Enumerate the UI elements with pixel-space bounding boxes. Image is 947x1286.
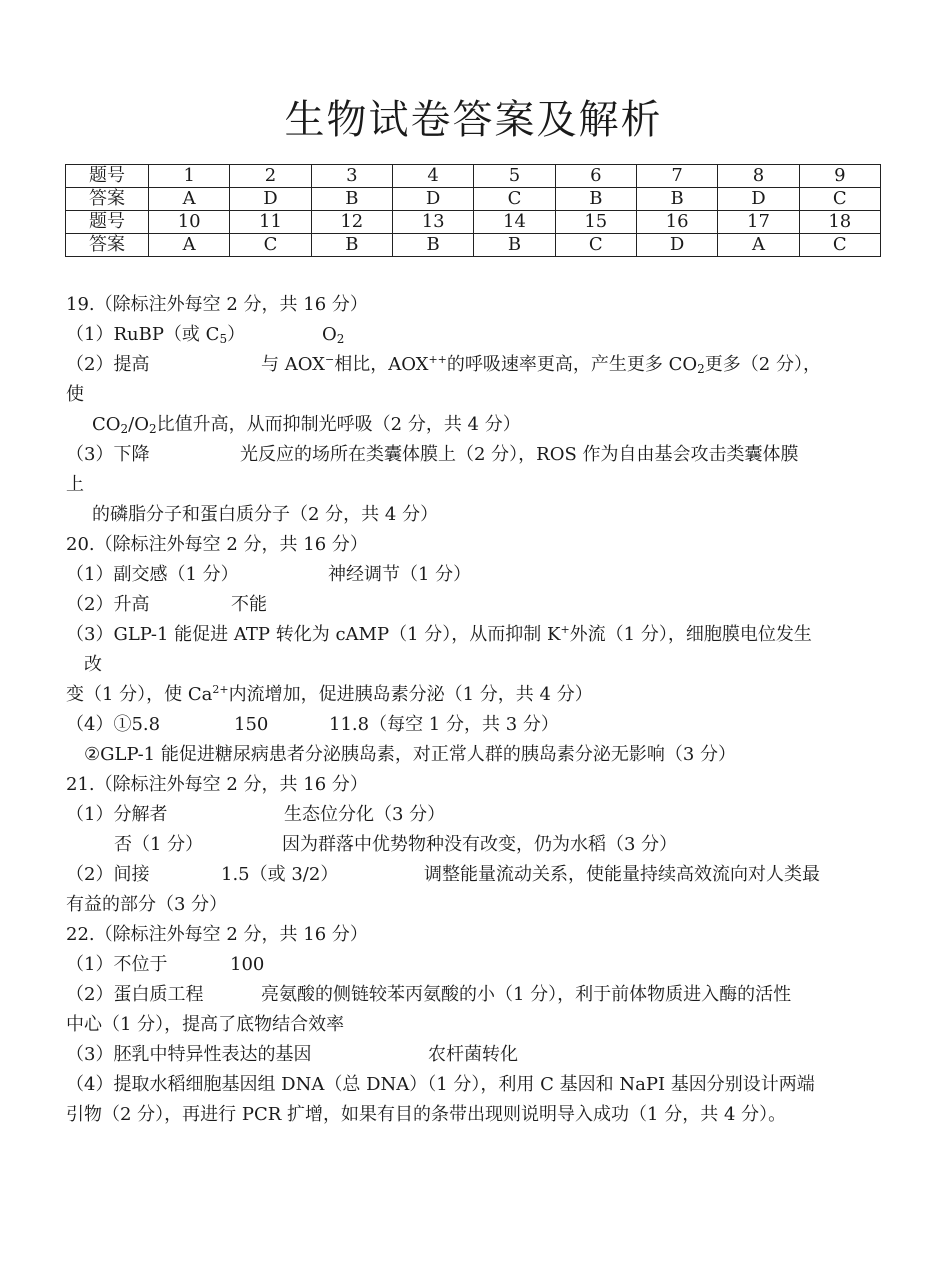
q21-header-line bbox=[66, 770, 886, 800]
q19-part2-wrap-line bbox=[66, 380, 886, 410]
q19-part2-continuation: $CO_2/O_2$比值升高，从而抑制光呼吸（2 分，共 4 分） bbox=[92, 414, 521, 436]
q19-part1-answer-a: （1）RuBP（或 $C_5$） bbox=[66, 324, 246, 346]
q21-part1-answer-c: 否（1 分） bbox=[114, 834, 204, 855]
q19-part2-answer-b: 与 AOX−相比，AOX++的呼吸速率更高，产生更多 $CO_2$更多（2 分）， bbox=[261, 353, 821, 376]
q22-header: 22.（除标注外每空 2 分，共 16 分） bbox=[66, 924, 368, 945]
table-cell: 9 bbox=[799, 165, 880, 188]
table-cell: 6 bbox=[555, 165, 636, 188]
q21-part1-line bbox=[66, 800, 886, 830]
q21-part2-continuation: 有益的部分（3 分） bbox=[66, 894, 228, 915]
q20-part2-answer-b: 不能 bbox=[231, 594, 267, 615]
q20-part4-answer-d: ②GLP-1 能促进糖尿病患者分泌胰岛素，对正常人群的胰岛素分泌无影响（3 分） bbox=[84, 744, 737, 765]
q20-part3-wrap-line bbox=[66, 650, 886, 680]
table-cell: B bbox=[636, 188, 717, 211]
table-cell: B bbox=[392, 234, 473, 257]
answer-table bbox=[65, 164, 881, 257]
q22-part3-answer-a: （3）胚乳中特异性表达的基因 bbox=[66, 1044, 312, 1065]
table-cell: 17 bbox=[718, 211, 799, 234]
q22-part2-cont-line bbox=[66, 1010, 886, 1040]
q20-part4-answer-b: 150 bbox=[234, 714, 269, 735]
table-cell: 5 bbox=[474, 165, 555, 188]
table-cell: 8 bbox=[718, 165, 799, 188]
table-cell: 12 bbox=[311, 211, 392, 234]
q22-part1-answer-b: 100 bbox=[230, 954, 265, 975]
q19-part2-wrap: 使 bbox=[66, 384, 84, 405]
q20-part3-answer: （3）GLP-1 能促进 ATP 转化为 cAMP（1 分），从而抑制 K+外流（1 分），细胞膜电位发生 bbox=[66, 623, 812, 645]
q21-part2-line bbox=[66, 860, 886, 890]
q21-header: 21.（除标注外每空 2 分，共 16 分） bbox=[66, 774, 368, 795]
table-row bbox=[66, 188, 881, 211]
q19-part3-line bbox=[66, 440, 886, 470]
q20-part4-line bbox=[66, 710, 886, 740]
table-row-header: 题号 bbox=[66, 165, 149, 188]
q19-part2-line bbox=[66, 350, 886, 380]
table-row bbox=[66, 165, 881, 188]
answer-explanations bbox=[66, 290, 886, 1130]
table-cell: 1 bbox=[149, 165, 230, 188]
table-row bbox=[66, 234, 881, 257]
q21-part2-answer-a: （2）间接 bbox=[66, 864, 150, 885]
table-cell: 4 bbox=[392, 165, 473, 188]
q21-part1-answer-a: （1）分解者 bbox=[66, 804, 168, 825]
table-cell: B bbox=[474, 234, 555, 257]
q22-part2-line bbox=[66, 980, 886, 1010]
q19-part3-cont-line bbox=[66, 500, 886, 530]
table-row bbox=[66, 211, 881, 234]
q22-part4-answer: （4）提取水稻细胞基因组 DNA（总 DNA）（1 分），利用 C 基因和 NaPI 基因分别设计两端 bbox=[66, 1074, 815, 1095]
q22-part2-continuation: 中心（1 分），提高了底物结合效率 bbox=[66, 1014, 345, 1035]
q22-part4-cont-line bbox=[66, 1100, 886, 1130]
q20-header-line bbox=[66, 530, 886, 560]
q21-part2-cont-line bbox=[66, 890, 886, 920]
q19-part3-answer-b: 光反应的场所在类囊体膜上（2 分），ROS 作为自由基会攻击类囊体膜 bbox=[240, 444, 799, 465]
table-row-header: 题号 bbox=[66, 211, 149, 234]
table-cell: B bbox=[555, 188, 636, 211]
q19-part1-line bbox=[66, 320, 886, 350]
q20-part4-answer-c: 11.8（每空 1 分，共 3 分） bbox=[329, 714, 559, 735]
q22-part2-answer-a: （2）蛋白质工程 bbox=[66, 984, 204, 1005]
q21-part2-answer-c: 调整能量流动关系，使能量持续高效流向对人类最 bbox=[424, 864, 820, 885]
q19-part2-cont-line bbox=[66, 410, 886, 440]
table-cell: A bbox=[149, 234, 230, 257]
table-cell: 3 bbox=[311, 165, 392, 188]
q19-part3-wrap-line bbox=[66, 470, 886, 500]
q22-part3-line bbox=[66, 1040, 886, 1070]
table-cell: D bbox=[392, 188, 473, 211]
q20-part1-answer-b: 神经调节（1 分） bbox=[328, 564, 472, 585]
table-cell: B bbox=[311, 188, 392, 211]
q20-part4-sub2-line bbox=[66, 740, 886, 770]
table-cell: 11 bbox=[230, 211, 311, 234]
table-cell: C bbox=[799, 234, 880, 257]
q20-header: 20.（除标注外每空 2 分，共 16 分） bbox=[66, 534, 368, 555]
page-title: 生物试卷答案及解析 bbox=[284, 97, 663, 143]
q19-part3-continuation: 的磷脂分子和蛋白质分子（2 分，共 4 分） bbox=[92, 504, 439, 525]
q20-part4-answer-a: （4）①5.8 bbox=[66, 714, 161, 735]
q19-part3-answer-a: （3）下降 bbox=[66, 444, 150, 465]
q19-part1-answer-b: $O_2$ bbox=[322, 324, 345, 346]
table-cell: 13 bbox=[392, 211, 473, 234]
table-cell: A bbox=[149, 188, 230, 211]
q21-part2-answer-b: 1.5（或 3/2） bbox=[221, 864, 339, 885]
q20-part1-answer-a: （1）副交感（1 分） bbox=[66, 564, 239, 585]
table-row-header: 答案 bbox=[66, 188, 149, 211]
table-cell: C bbox=[555, 234, 636, 257]
q22-part1-line bbox=[66, 950, 886, 980]
q20-part3-continuation: 变（1 分），使 $Ca^{2+}$内流增加，促进胰岛素分泌（1 分，共 4 分） bbox=[66, 683, 593, 705]
table-cell: 15 bbox=[555, 211, 636, 234]
table-cell: 16 bbox=[636, 211, 717, 234]
table-cell: C bbox=[474, 188, 555, 211]
table-cell: 7 bbox=[636, 165, 717, 188]
q19-header-line bbox=[66, 290, 886, 320]
q20-part3-cont-line bbox=[66, 680, 886, 710]
q22-header-line bbox=[66, 920, 886, 950]
table-row-header: 答案 bbox=[66, 234, 149, 257]
table-cell: D bbox=[636, 234, 717, 257]
table-cell: 10 bbox=[149, 211, 230, 234]
q22-part4-continuation: 引物（2 分），再进行 PCR 扩增，如果有目的条带出现则说明导入成功（1 分，共 4 分）。 bbox=[66, 1104, 787, 1125]
q20-part2-answer-a: （2）升高 bbox=[66, 594, 150, 615]
q21-part1-answer-d: 因为群落中优势物种没有改变，仍为水稻（3 分） bbox=[282, 834, 678, 855]
q19-header: 19.（除标注外每空 2 分，共 16 分） bbox=[66, 294, 368, 315]
q20-part3-line bbox=[66, 620, 886, 650]
table-cell: C bbox=[799, 188, 880, 211]
q22-part4-line bbox=[66, 1070, 886, 1100]
q21-part1-sub-line bbox=[66, 830, 886, 860]
table-cell: 2 bbox=[230, 165, 311, 188]
table-cell: B bbox=[311, 234, 392, 257]
q19-part2-answer-a: （2）提高 bbox=[66, 354, 150, 375]
q21-part1-answer-b: 生态位分化（3 分） bbox=[284, 804, 446, 825]
q22-part3-answer-b: 农杆菌转化 bbox=[428, 1044, 518, 1065]
table-cell: D bbox=[718, 188, 799, 211]
q19-part3-wrap: 上 bbox=[66, 474, 84, 495]
table-cell: 14 bbox=[474, 211, 555, 234]
q22-part1-answer-a: （1）不位于 bbox=[66, 954, 168, 975]
q20-part1-line bbox=[66, 560, 886, 590]
table-cell: A bbox=[718, 234, 799, 257]
table-cell: 18 bbox=[799, 211, 880, 234]
q20-part2-line bbox=[66, 590, 886, 620]
table-cell: D bbox=[230, 188, 311, 211]
q20-part3-wrap: 改 bbox=[84, 654, 102, 675]
q22-part2-answer-b: 亮氨酸的侧链较苯丙氨酸的小（1 分），利于前体物质进入酶的活性 bbox=[261, 984, 792, 1005]
table-cell: C bbox=[230, 234, 311, 257]
